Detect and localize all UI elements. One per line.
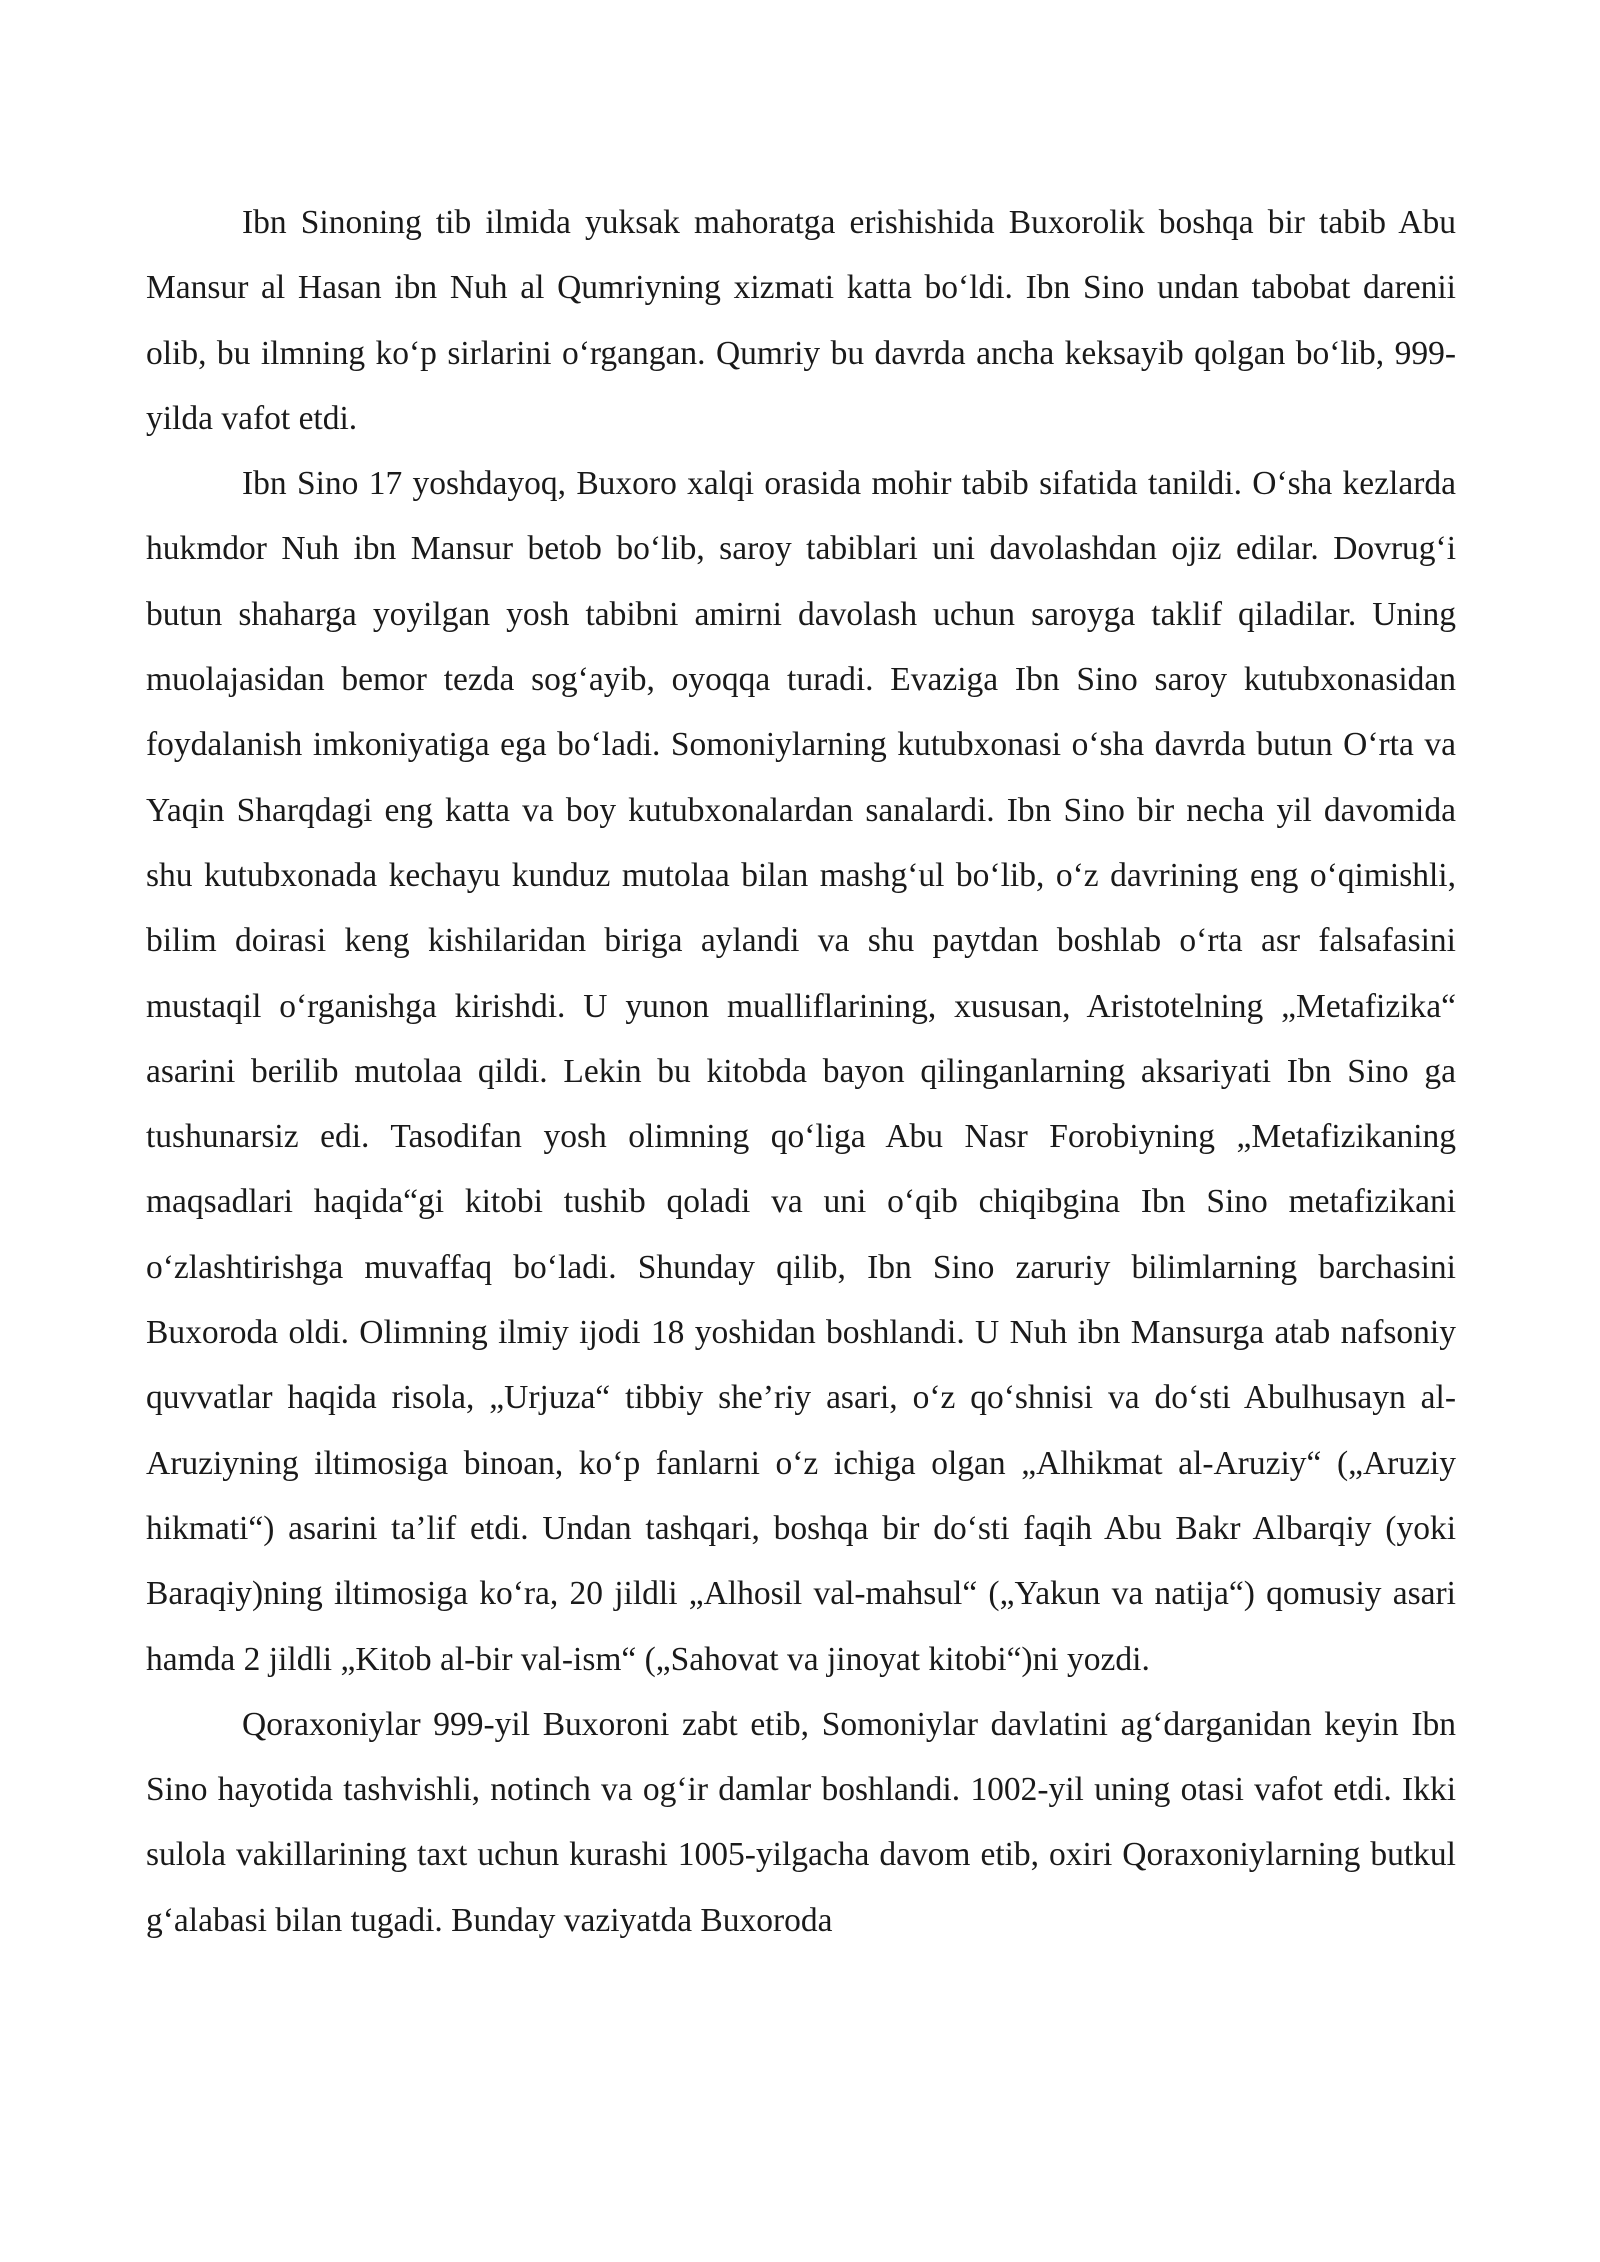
paragraph-2: Ibn Sino 17 yoshdayoq, Buxoro xalqi orasida mohir tabib sifatida tanildi. O‘sha kezlarda hukmdor Nuh ibn Mansur betob bo‘lib, saroy tabiblari uni davolashdan ojiz edilar. Dovrug‘i butun shaharga yoyilgan yosh tabibni amirni davolash uchun saroyga taklif qiladilar. Uning muolajasidan bemor tezda sog‘ayib, oyoqqa turadi. Evaziga Ibn Sino saroy kutubxonasidan foydalanish imkoniyatiga ega bo‘ladi. Somoniylarning kutubxonasi o‘sha davrda butun O‘rta va Yaqin Sharqdagi eng katta va boy kutubxonalardan sanalardi. Ibn Sino bir necha yil davomida shu kutubxonada kechayu kunduz mutolaa bilan mashg‘ul bo‘lib, o‘z davrining eng o‘qimishli, bilim doirasi keng kishilaridan biriga aylandi va shu paytdan boshlab o‘rta asr falsafasini mustaqil o‘rganishga kirishdi. U yunon mualliflarining, xususan, Aristotelning „Metafizika“ asarini berilib mutolaa qildi. Lekin bu kitobda bayon qilinganlarning aksariyati Ibn Sino ga tushunarsiz edi. Tasodifan yosh olimning qo‘liga Abu Nasr Forobiyning „Metafizikaning maqsadlari haqida“gi kitobi tushib qoladi va uni o‘qib chiqibgina Ibn Sino metafizikani o‘zlashtirishga muvaffaq bo‘ladi. Shunday qilib, Ibn Sino zaruriy bilimlarning barchasini Buxoroda oldi. Olimning ilmiy ijodi 18 yoshidan boshlandi. U Nuh ibn Mansurga atab nafsoniy quvvatlar haqida risola, „Urjuza“ tibbiy she’riy asari, o‘z qo‘shnisi va do‘sti Abulhusayn al-Aruziyning iltimosiga binoan, ko‘p fanlarni o‘z ichiga olgan „Alhikmat al-Aruziy“ („Aruziy hikmati“) asarini ta’lif etdi. Undan tashqari, boshqa bir do‘sti faqih Abu Bakr Albarqiy (yoki Baraqiy)ning iltimosiga ko‘ra, 20 jildli „Alhosil val-mahsul“ („Yakun va natija“) qomusiy asari hamda 2 jildli „Kitob al-bir val-ism“ („Sahovat va jinoyat kitobi“)ni yozdi. (146, 465, 1456, 1678)
paragraph-3: Qoraxoniylar 999-yil Buxoroni zabt etib, Somoniylar davlatini ag‘darganidan keyin Ibn Sino hayotida tashvishli, notinch va og‘ir damlar boshlandi. 1002-yil uning otasi vafot etdi. Ikki sulola vakillarining taxt uchun kurashi 1005-yilgacha davom etib, oxiri Qoraxoniylarning butkul g‘alabasi bilan tugadi. Bunday vaziyatda Buxoroda (146, 1705, 1456, 1939)
paragraph-1: Ibn Sinoning tib ilmida yuksak mahoratga erishishida Buxorolik boshqa bir tabib Abu Mansur al Hasan ibn Nuh al Qumriyning xizmati katta bo‘ldi. Ibn Sino undan tabobat darenii olib, bu ilmning ko‘p sirlarini o‘rgangan. Qumriy bu davrda ancha keksayib qolgan bo‘lib, 999-yilda vafot etdi. (146, 204, 1456, 437)
document-body (146, 190, 1456, 1953)
